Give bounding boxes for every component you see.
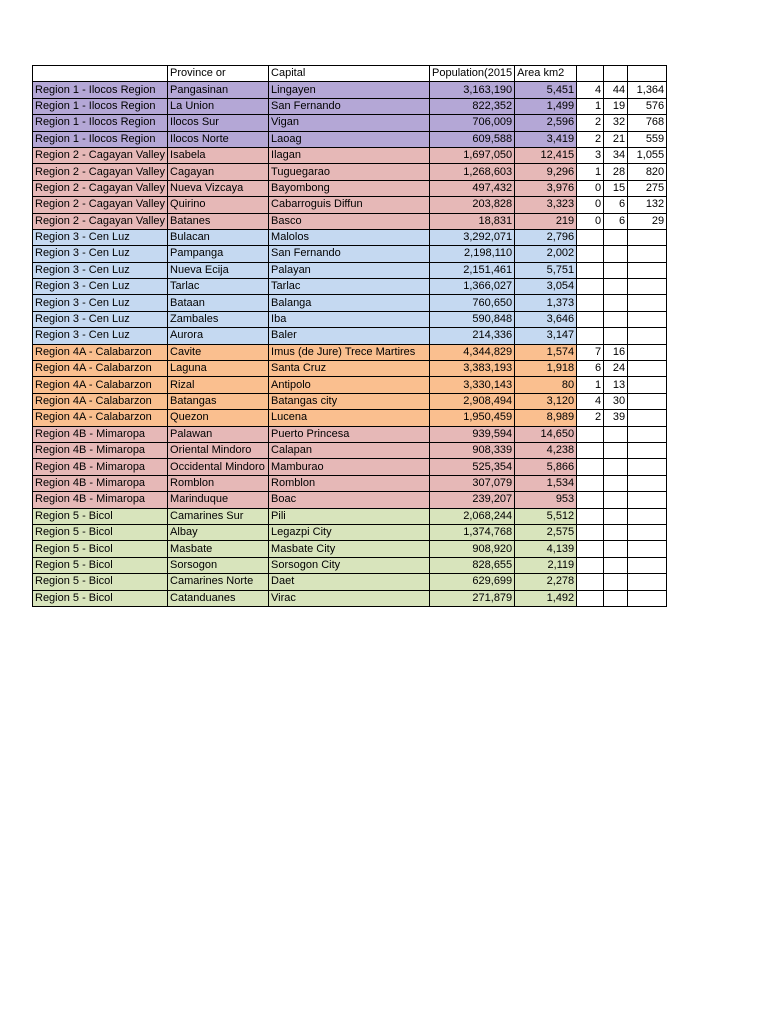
cell-capital[interactable]: Antipolo	[269, 377, 430, 393]
cell-extra-2[interactable]	[604, 574, 628, 590]
table-row	[33, 180, 667, 196]
cell-capital[interactable]: Puerto Princesa	[269, 426, 430, 442]
cell-capital[interactable]: Calapan	[269, 442, 430, 458]
cell-region[interactable]: Region 1 - Ilocos Region	[33, 82, 168, 98]
cell-extra-2[interactable]: 6	[604, 213, 628, 229]
cell-region[interactable]: Region 4B - Mimaropa	[33, 459, 168, 475]
cell-area[interactable]: 2,575	[515, 524, 577, 540]
table-row	[33, 361, 667, 377]
cell-region[interactable]: Region 5 - Bicol	[33, 590, 168, 606]
cell-extra-2[interactable]	[604, 229, 628, 245]
cell-area[interactable]: 219	[515, 213, 577, 229]
cell-capital[interactable]: Iba	[269, 311, 430, 327]
cell-extra-3[interactable]	[628, 475, 667, 491]
cell-extra-2[interactable]	[604, 328, 628, 344]
cell-population[interactable]: 271,879	[430, 590, 515, 606]
cell-capital[interactable]: Basco	[269, 213, 430, 229]
cell-province[interactable]: Tarlac	[168, 279, 269, 295]
cell-province[interactable]: Albay	[168, 524, 269, 540]
cell-extra-2[interactable]	[604, 557, 628, 573]
cell-province[interactable]: Camarines Sur	[168, 508, 269, 524]
cell-population[interactable]: 908,339	[430, 442, 515, 458]
header-cell-area[interactable]: Area km2	[515, 66, 577, 82]
cell-extra-3[interactable]	[628, 524, 667, 540]
cell-extra-2[interactable]: 28	[604, 164, 628, 180]
cell-extra-1[interactable]	[577, 557, 604, 573]
cell-population[interactable]: 239,207	[430, 492, 515, 508]
cell-extra-1[interactable]: 1	[577, 98, 604, 114]
cell-area[interactable]: 3,419	[515, 131, 577, 147]
cell-population[interactable]: 629,699	[430, 574, 515, 590]
cell-extra-1[interactable]	[577, 475, 604, 491]
cell-extra-1[interactable]	[577, 574, 604, 590]
cell-province[interactable]: Quirino	[168, 197, 269, 213]
cell-population[interactable]: 2,151,461	[430, 262, 515, 278]
cell-extra-2[interactable]: 39	[604, 410, 628, 426]
cell-population[interactable]: 4,344,829	[430, 344, 515, 360]
cell-area[interactable]: 3,646	[515, 311, 577, 327]
cell-capital[interactable]: Pili	[269, 508, 430, 524]
cell-region[interactable]: Region 1 - Ilocos Region	[33, 131, 168, 147]
cell-extra-3[interactable]	[628, 328, 667, 344]
cell-capital[interactable]: Vigan	[269, 115, 430, 131]
cell-extra-3[interactable]: 559	[628, 131, 667, 147]
cell-region[interactable]: Region 3 - Cen Luz	[33, 229, 168, 245]
cell-region[interactable]: Region 4A - Calabarzon	[33, 410, 168, 426]
cell-province[interactable]: Isabela	[168, 147, 269, 163]
cell-province[interactable]: Romblon	[168, 475, 269, 491]
cell-region[interactable]: Region 5 - Bicol	[33, 524, 168, 540]
cell-extra-3[interactable]	[628, 541, 667, 557]
cell-extra-3[interactable]	[628, 508, 667, 524]
cell-area[interactable]: 3,147	[515, 328, 577, 344]
cell-extra-3[interactable]: 1,364	[628, 82, 667, 98]
cell-region[interactable]: Region 3 - Cen Luz	[33, 262, 168, 278]
cell-region[interactable]: Region 2 - Cagayan Valley	[33, 197, 168, 213]
cell-extra-3[interactable]	[628, 229, 667, 245]
cell-capital[interactable]: Boac	[269, 492, 430, 508]
table-row	[33, 213, 667, 229]
cell-extra-1[interactable]: 0	[577, 197, 604, 213]
cell-region[interactable]: Region 1 - Ilocos Region	[33, 115, 168, 131]
table-row	[33, 229, 667, 245]
cell-extra-1[interactable]: 1	[577, 377, 604, 393]
cell-province[interactable]: Aurora	[168, 328, 269, 344]
table-row	[33, 311, 667, 327]
cell-province[interactable]: Ilocos Norte	[168, 131, 269, 147]
cell-extra-3[interactable]	[628, 393, 667, 409]
cell-extra-1[interactable]	[577, 279, 604, 295]
cell-area[interactable]: 14,650	[515, 426, 577, 442]
cell-region[interactable]: Region 5 - Bicol	[33, 541, 168, 557]
cell-extra-1[interactable]	[577, 246, 604, 262]
table-row	[33, 524, 667, 540]
cell-region[interactable]: Region 3 - Cen Luz	[33, 279, 168, 295]
cell-extra-3[interactable]	[628, 361, 667, 377]
table-row	[33, 492, 667, 508]
cell-area[interactable]: 5,751	[515, 262, 577, 278]
cell-extra-1[interactable]: 2	[577, 115, 604, 131]
cell-area[interactable]: 3,323	[515, 197, 577, 213]
cell-population[interactable]: 1,374,768	[430, 524, 515, 540]
cell-area[interactable]: 3,120	[515, 393, 577, 409]
cell-extra-3[interactable]	[628, 557, 667, 573]
header-cell-capital[interactable]: Capital	[269, 66, 430, 82]
cell-population[interactable]: 307,079	[430, 475, 515, 491]
cell-capital[interactable]: Ilagan	[269, 147, 430, 163]
cell-extra-2[interactable]	[604, 262, 628, 278]
cell-capital[interactable]: San Fernando	[269, 98, 430, 114]
cell-area[interactable]: 1,574	[515, 344, 577, 360]
cell-capital[interactable]: Tuguegarao	[269, 164, 430, 180]
cell-population[interactable]: 2,908,494	[430, 393, 515, 409]
table-row	[33, 442, 667, 458]
cell-population[interactable]: 203,828	[430, 197, 515, 213]
cell-capital[interactable]: Imus (de Jure) Trece Martires	[269, 344, 430, 360]
table-row	[33, 377, 667, 393]
cell-capital[interactable]: Palayan	[269, 262, 430, 278]
cell-extra-2[interactable]: 6	[604, 197, 628, 213]
header-row	[33, 66, 667, 82]
header-cell-extra-1[interactable]	[577, 66, 604, 82]
cell-capital[interactable]: Batangas city	[269, 393, 430, 409]
header-cell-region[interactable]	[33, 66, 168, 82]
cell-region[interactable]: Region 4A - Calabarzon	[33, 377, 168, 393]
cell-extra-1[interactable]	[577, 459, 604, 475]
cell-extra-1[interactable]: 6	[577, 361, 604, 377]
cell-area[interactable]: 1,499	[515, 98, 577, 114]
cell-extra-1[interactable]	[577, 590, 604, 606]
cell-province[interactable]: Pangasinan	[168, 82, 269, 98]
table-row	[33, 82, 667, 98]
cell-region[interactable]: Region 4A - Calabarzon	[33, 361, 168, 377]
table-row	[33, 131, 667, 147]
cell-extra-2[interactable]: 13	[604, 377, 628, 393]
cell-capital[interactable]: Balanga	[269, 295, 430, 311]
cell-extra-1[interactable]: 7	[577, 344, 604, 360]
cell-extra-3[interactable]	[628, 377, 667, 393]
cell-extra-3[interactable]	[628, 279, 667, 295]
cell-extra-1[interactable]	[577, 541, 604, 557]
cell-extra-1[interactable]: 1	[577, 164, 604, 180]
cell-extra-3[interactable]: 820	[628, 164, 667, 180]
cell-extra-2[interactable]	[604, 492, 628, 508]
cell-extra-2[interactable]	[604, 524, 628, 540]
cell-area[interactable]: 3,054	[515, 279, 577, 295]
cell-extra-2[interactable]	[604, 442, 628, 458]
table-row	[33, 426, 667, 442]
cell-capital[interactable]: Lucena	[269, 410, 430, 426]
cell-extra-2[interactable]: 15	[604, 180, 628, 196]
table-row	[33, 557, 667, 573]
cell-extra-1[interactable]	[577, 295, 604, 311]
cell-capital[interactable]: Malolos	[269, 229, 430, 245]
cell-region[interactable]: Region 4B - Mimaropa	[33, 492, 168, 508]
cell-capital[interactable]: Bayombong	[269, 180, 430, 196]
cell-extra-2[interactable]	[604, 295, 628, 311]
cell-population[interactable]: 590,848	[430, 311, 515, 327]
cell-region[interactable]: Region 4B - Mimaropa	[33, 475, 168, 491]
cell-area[interactable]: 5,866	[515, 459, 577, 475]
cell-province[interactable]: Masbate	[168, 541, 269, 557]
table-row	[33, 164, 667, 180]
table-row	[33, 541, 667, 557]
cell-area[interactable]: 1,492	[515, 590, 577, 606]
cell-capital[interactable]: Tarlac	[269, 279, 430, 295]
cell-region[interactable]: Region 4B - Mimaropa	[33, 426, 168, 442]
cell-province[interactable]: Nueva Ecija	[168, 262, 269, 278]
cell-region[interactable]: Region 5 - Bicol	[33, 574, 168, 590]
cell-capital[interactable]: Masbate City	[269, 541, 430, 557]
table-row	[33, 590, 667, 606]
cell-province[interactable]: La Union	[168, 98, 269, 114]
cell-capital[interactable]: San Fernando	[269, 246, 430, 262]
table-body	[33, 66, 667, 607]
cell-province[interactable]: Marinduque	[168, 492, 269, 508]
cell-province[interactable]: Palawan	[168, 426, 269, 442]
table-row	[33, 279, 667, 295]
cell-area[interactable]: 3,976	[515, 180, 577, 196]
cell-population[interactable]: 1,366,027	[430, 279, 515, 295]
cell-area[interactable]: 80	[515, 377, 577, 393]
cell-population[interactable]: 525,354	[430, 459, 515, 475]
cell-extra-2[interactable]: 44	[604, 82, 628, 98]
table-row	[33, 262, 667, 278]
cell-population[interactable]: 908,920	[430, 541, 515, 557]
cell-province[interactable]: Camarines Norte	[168, 574, 269, 590]
cell-area[interactable]: 2,002	[515, 246, 577, 262]
cell-population[interactable]: 609,588	[430, 131, 515, 147]
cell-capital[interactable]: Baler	[269, 328, 430, 344]
cell-area[interactable]: 8,989	[515, 410, 577, 426]
cell-population[interactable]: 1,950,459	[430, 410, 515, 426]
header-cell-population[interactable]: Population(2015	[430, 66, 515, 82]
cell-population[interactable]: 3,330,143	[430, 377, 515, 393]
cell-extra-1[interactable]	[577, 328, 604, 344]
table-row	[33, 295, 667, 311]
cell-region[interactable]: Region 3 - Cen Luz	[33, 295, 168, 311]
cell-area[interactable]: 2,796	[515, 229, 577, 245]
header-cell-extra-2[interactable]	[604, 66, 628, 82]
cell-extra-3[interactable]	[628, 426, 667, 442]
cell-capital[interactable]: Daet	[269, 574, 430, 590]
cell-extra-2[interactable]: 16	[604, 344, 628, 360]
cell-area[interactable]: 12,415	[515, 147, 577, 163]
table-row	[33, 98, 667, 114]
cell-area[interactable]: 2,278	[515, 574, 577, 590]
cell-region[interactable]: Region 1 - Ilocos Region	[33, 98, 168, 114]
cell-extra-2[interactable]	[604, 590, 628, 606]
cell-extra-3[interactable]: 132	[628, 197, 667, 213]
cell-area[interactable]: 1,918	[515, 361, 577, 377]
cell-extra-2[interactable]	[604, 475, 628, 491]
cell-capital[interactable]: Santa Cruz	[269, 361, 430, 377]
cell-province[interactable]: Oriental Mindoro	[168, 442, 269, 458]
cell-province[interactable]: Laguna	[168, 361, 269, 377]
cell-extra-3[interactable]	[628, 344, 667, 360]
cell-population[interactable]: 2,068,244	[430, 508, 515, 524]
table-row	[33, 475, 667, 491]
cell-province[interactable]: Cagayan	[168, 164, 269, 180]
cell-extra-2[interactable]	[604, 311, 628, 327]
cell-population[interactable]: 706,009	[430, 115, 515, 131]
cell-population[interactable]: 3,292,071	[430, 229, 515, 245]
cell-area[interactable]: 2,119	[515, 557, 577, 573]
cell-region[interactable]: Region 5 - Bicol	[33, 557, 168, 573]
cell-population[interactable]: 1,697,050	[430, 147, 515, 163]
cell-extra-2[interactable]: 32	[604, 115, 628, 131]
cell-extra-2[interactable]	[604, 459, 628, 475]
header-cell-extra-3[interactable]	[628, 66, 667, 82]
cell-area[interactable]: 4,139	[515, 541, 577, 557]
cell-province[interactable]: Bataan	[168, 295, 269, 311]
table-row	[33, 574, 667, 590]
cell-extra-2[interactable]: 19	[604, 98, 628, 114]
cell-area[interactable]: 1,534	[515, 475, 577, 491]
cell-extra-1[interactable]: 2	[577, 131, 604, 147]
header-cell-province[interactable]: Province or	[168, 66, 269, 82]
cell-capital[interactable]: Lingayen	[269, 82, 430, 98]
cell-extra-3[interactable]: 1,055	[628, 147, 667, 163]
cell-extra-3[interactable]	[628, 295, 667, 311]
table-row	[33, 410, 667, 426]
cell-extra-1[interactable]	[577, 426, 604, 442]
cell-province[interactable]: Nueva Vizcaya	[168, 180, 269, 196]
cell-extra-3[interactable]	[628, 590, 667, 606]
cell-area[interactable]: 953	[515, 492, 577, 508]
table-row	[33, 508, 667, 524]
cell-region[interactable]: Region 3 - Cen Luz	[33, 328, 168, 344]
table-row	[33, 459, 667, 475]
cell-extra-1[interactable]	[577, 442, 604, 458]
cell-capital[interactable]: Laoag	[269, 131, 430, 147]
cell-province[interactable]: Ilocos Sur	[168, 115, 269, 131]
cell-population[interactable]: 497,432	[430, 180, 515, 196]
cell-population[interactable]: 1,268,603	[430, 164, 515, 180]
cell-region[interactable]: Region 2 - Cagayan Valley	[33, 213, 168, 229]
cell-extra-2[interactable]	[604, 279, 628, 295]
cell-province[interactable]: Cavite	[168, 344, 269, 360]
cell-province[interactable]: Batangas	[168, 393, 269, 409]
cell-extra-1[interactable]	[577, 492, 604, 508]
cell-extra-2[interactable]	[604, 541, 628, 557]
cell-extra-1[interactable]: 2	[577, 410, 604, 426]
cell-extra-3[interactable]	[628, 262, 667, 278]
cell-province[interactable]: Zambales	[168, 311, 269, 327]
cell-province[interactable]: Rizal	[168, 377, 269, 393]
cell-region[interactable]: Region 2 - Cagayan Valley	[33, 180, 168, 196]
cell-region[interactable]: Region 4A - Calabarzon	[33, 393, 168, 409]
cell-population[interactable]: 3,383,193	[430, 361, 515, 377]
cell-extra-2[interactable]	[604, 246, 628, 262]
cell-area[interactable]: 2,596	[515, 115, 577, 131]
cell-area[interactable]: 9,296	[515, 164, 577, 180]
table-row	[33, 197, 667, 213]
cell-extra-3[interactable]	[628, 459, 667, 475]
cell-capital[interactable]: Sorsogon City	[269, 557, 430, 573]
cell-extra-2[interactable]: 30	[604, 393, 628, 409]
cell-extra-2[interactable]	[604, 508, 628, 524]
cell-area[interactable]: 5,451	[515, 82, 577, 98]
cell-province[interactable]: Quezon	[168, 410, 269, 426]
cell-extra-3[interactable]	[628, 246, 667, 262]
cell-population[interactable]: 2,198,110	[430, 246, 515, 262]
table-row	[33, 344, 667, 360]
cell-province[interactable]: Pampanga	[168, 246, 269, 262]
cell-extra-3[interactable]	[628, 311, 667, 327]
cell-region[interactable]: Region 4B - Mimaropa	[33, 442, 168, 458]
cell-extra-3[interactable]	[628, 574, 667, 590]
cell-extra-3[interactable]	[628, 410, 667, 426]
cell-province[interactable]: Bulacan	[168, 229, 269, 245]
cell-population[interactable]: 760,650	[430, 295, 515, 311]
cell-extra-1[interactable]: 0	[577, 180, 604, 196]
cell-region[interactable]: Region 4A - Calabarzon	[33, 344, 168, 360]
cell-population[interactable]: 828,655	[430, 557, 515, 573]
cell-region[interactable]: Region 2 - Cagayan Valley	[33, 164, 168, 180]
cell-capital[interactable]: Legazpi City	[269, 524, 430, 540]
cell-extra-3[interactable]: 576	[628, 98, 667, 114]
cell-province[interactable]: Occidental Mindoro	[168, 459, 269, 475]
cell-extra-2[interactable]	[604, 426, 628, 442]
spreadsheet-table	[32, 65, 667, 607]
cell-extra-1[interactable]	[577, 229, 604, 245]
cell-province[interactable]: Catanduanes	[168, 590, 269, 606]
cell-population[interactable]: 214,336	[430, 328, 515, 344]
cell-province[interactable]: Batanes	[168, 213, 269, 229]
cell-extra-1[interactable]: 4	[577, 393, 604, 409]
cell-extra-2[interactable]: 24	[604, 361, 628, 377]
table-row	[33, 393, 667, 409]
cell-capital[interactable]: Mamburao	[269, 459, 430, 475]
cell-region[interactable]: Region 3 - Cen Luz	[33, 311, 168, 327]
cell-extra-3[interactable]	[628, 442, 667, 458]
cell-extra-1[interactable]	[577, 524, 604, 540]
cell-capital[interactable]: Virac	[269, 590, 430, 606]
cell-extra-2[interactable]: 21	[604, 131, 628, 147]
cell-extra-1[interactable]: 0	[577, 213, 604, 229]
cell-population[interactable]: 822,352	[430, 98, 515, 114]
cell-area[interactable]: 5,512	[515, 508, 577, 524]
table-row	[33, 246, 667, 262]
cell-extra-3[interactable]: 29	[628, 213, 667, 229]
cell-capital[interactable]: Romblon	[269, 475, 430, 491]
cell-population[interactable]: 18,831	[430, 213, 515, 229]
cell-region[interactable]: Region 5 - Bicol	[33, 508, 168, 524]
cell-extra-3[interactable]: 768	[628, 115, 667, 131]
cell-extra-1[interactable]: 4	[577, 82, 604, 98]
table-row	[33, 147, 667, 163]
cell-region[interactable]: Region 3 - Cen Luz	[33, 246, 168, 262]
cell-extra-2[interactable]: 34	[604, 147, 628, 163]
table-row	[33, 328, 667, 344]
cell-extra-1[interactable]	[577, 508, 604, 524]
cell-region[interactable]: Region 2 - Cagayan Valley	[33, 147, 168, 163]
table-row	[33, 115, 667, 131]
cell-province[interactable]: Sorsogon	[168, 557, 269, 573]
cell-area[interactable]: 1,373	[515, 295, 577, 311]
cell-population[interactable]: 3,163,190	[430, 82, 515, 98]
cell-capital[interactable]: Cabarroguis Diffun	[269, 197, 430, 213]
cell-population[interactable]: 939,594	[430, 426, 515, 442]
cell-extra-1[interactable]	[577, 311, 604, 327]
cell-area[interactable]: 4,238	[515, 442, 577, 458]
cell-extra-3[interactable]: 275	[628, 180, 667, 196]
cell-extra-1[interactable]: 3	[577, 147, 604, 163]
cell-extra-3[interactable]	[628, 492, 667, 508]
cell-extra-1[interactable]	[577, 262, 604, 278]
